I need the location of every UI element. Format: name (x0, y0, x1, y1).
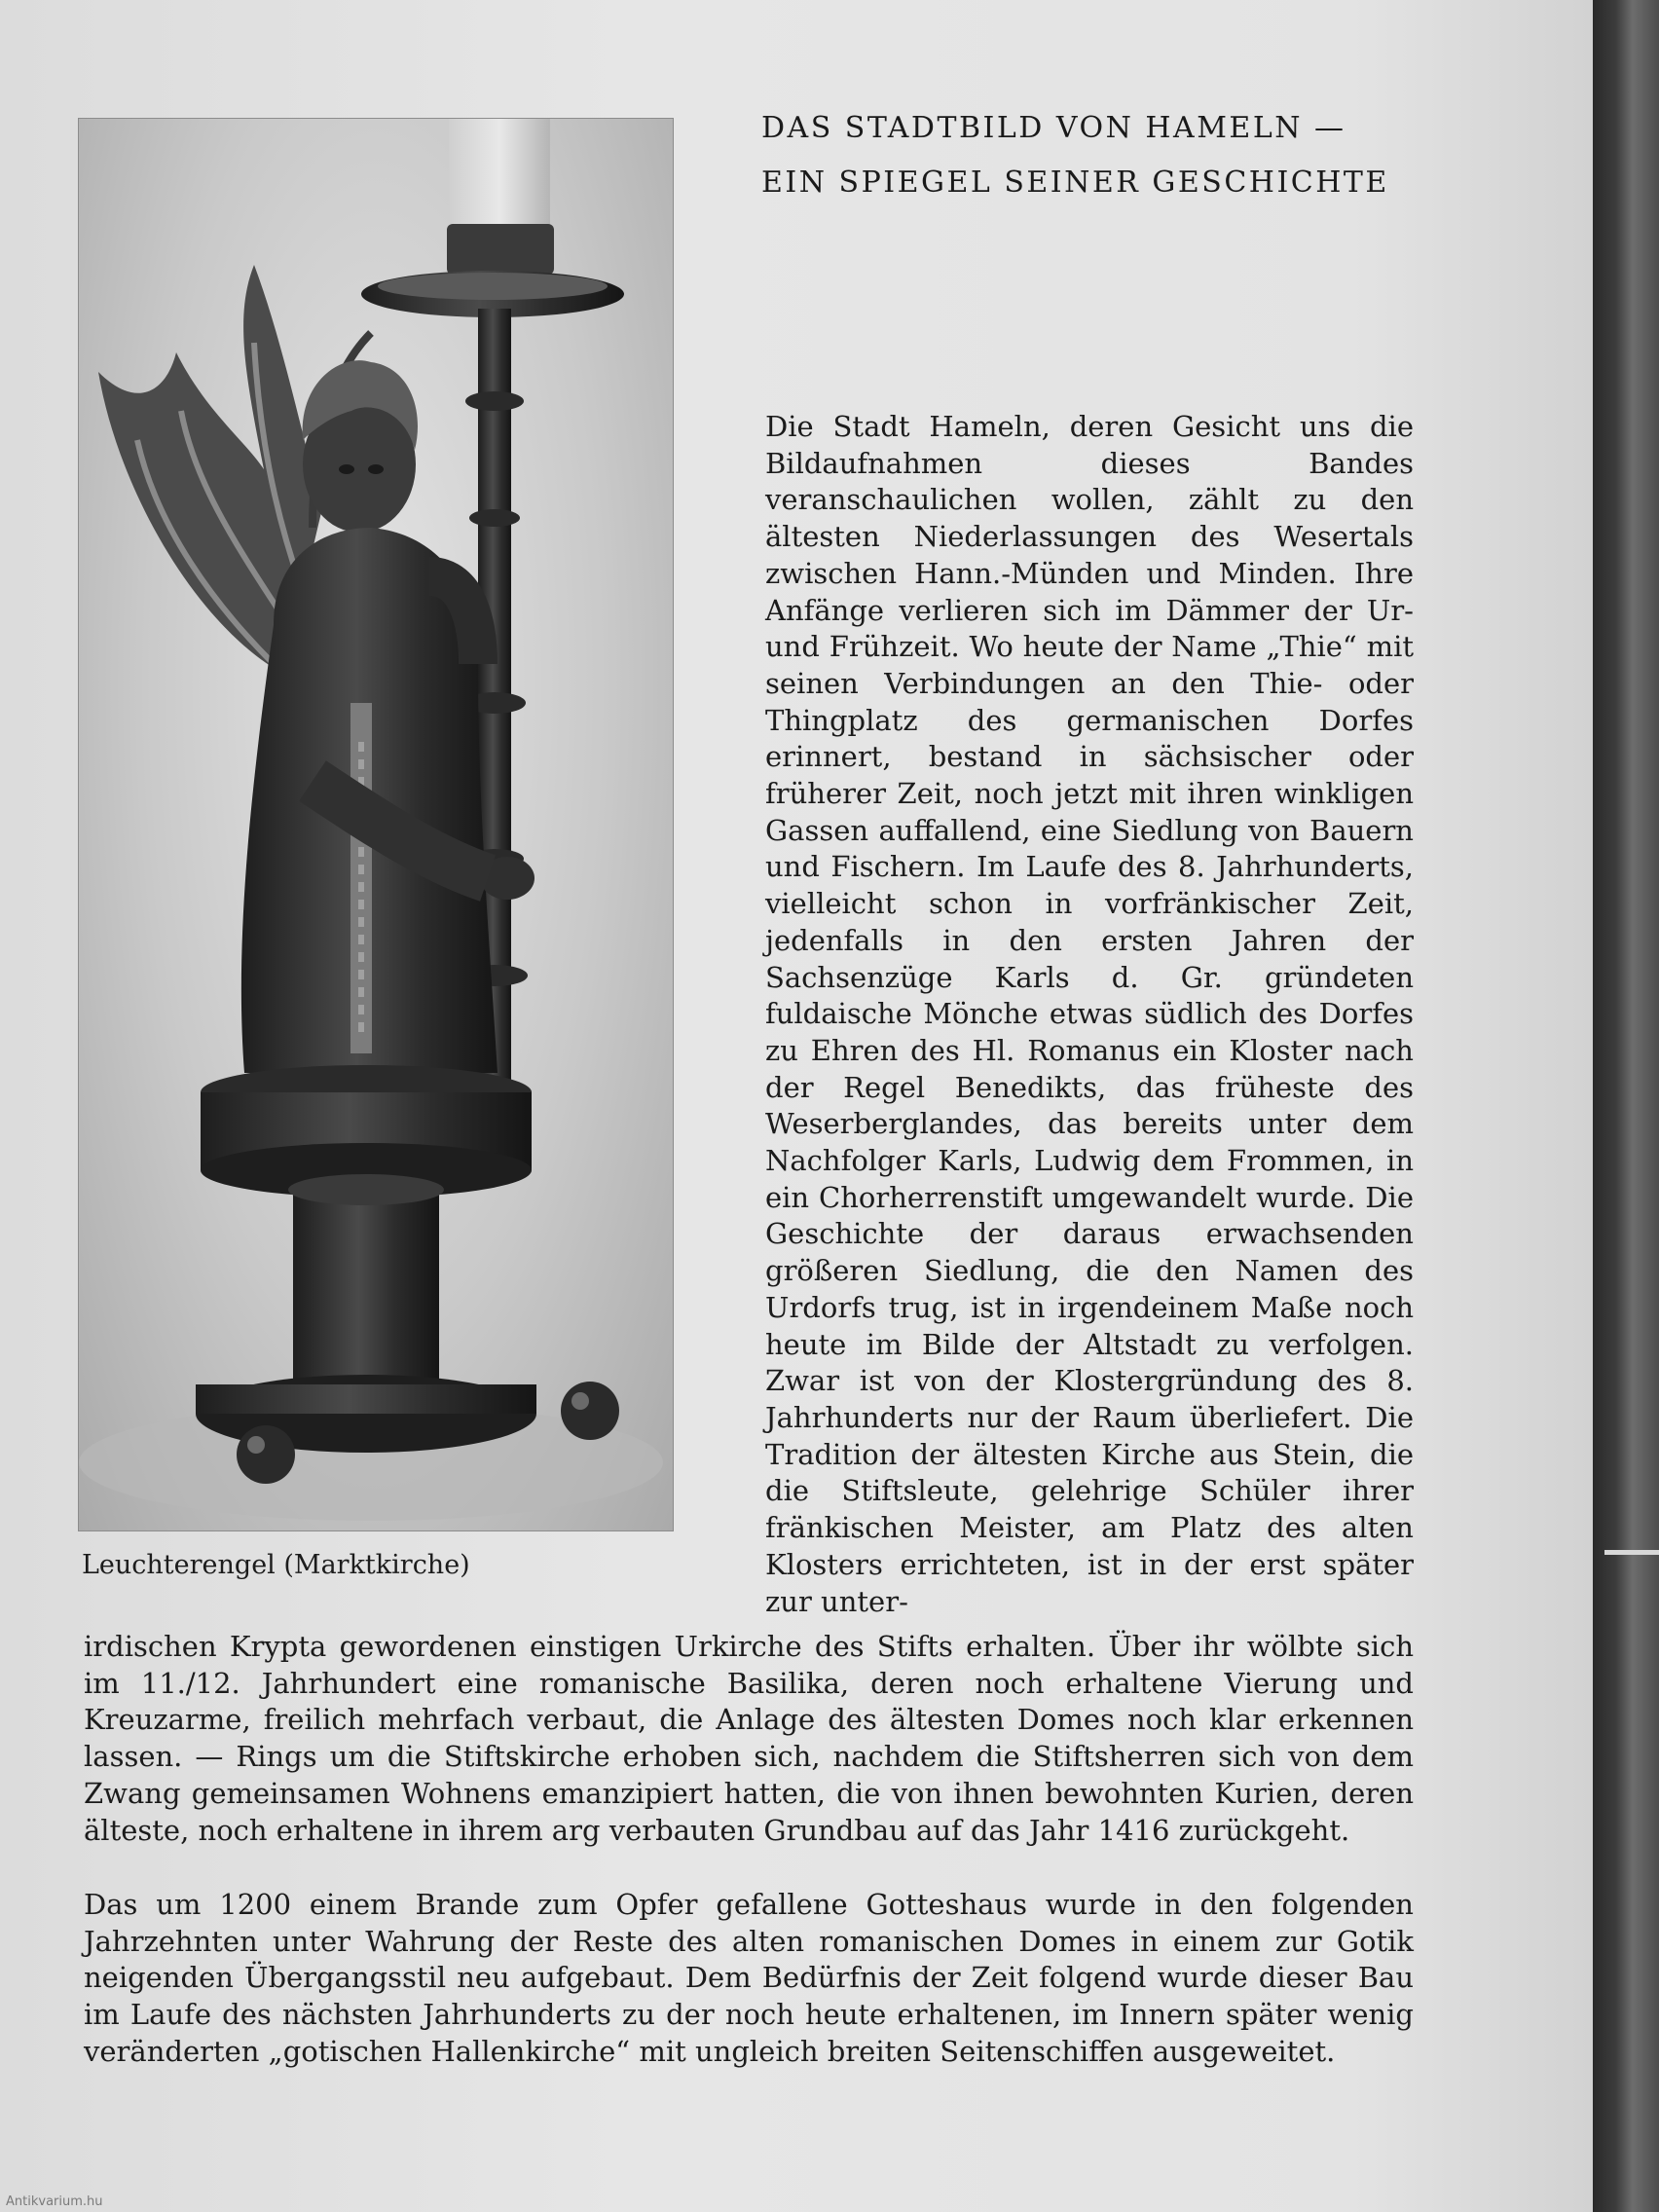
spine-marker (1604, 1550, 1659, 1555)
figure-caption: Leuchterengel (Marktkirche) (82, 1550, 470, 1580)
chapter-heading (761, 101, 1443, 210)
heading-line-2: EIN SPIEGEL SEINER GESCHICHTE (761, 166, 1389, 200)
full-width-paragraph: irdischen Krypta gewordenen einstigen Urkirche des Stifts erhalten. Über ihr wölbte sich im 11./12. Jahrhundert eine romanische Basilika, deren noch erhaltene Vierung und Kreuzarme, freilich mehrfach verbaut, die Anlage des ältesten Domes noch klar erkennen lassen. — Rings um die Stiftskirche erhoben sich, nachdem die Stiftsherren sich von dem Zwang gemeinsamen Wohnens emanzipiert hatten, die von ihnen bewohnten Kurien, deren älteste, noch erhaltene in ihrem arg verbauten Grundbau auf das Jahr 1416 zurückgeht. (84, 1630, 1414, 1847)
candlestick-angel-photo (78, 118, 674, 1531)
watermark: Antikvarium.hu (6, 2194, 103, 2209)
column-paragraph: Die Stadt Hameln, deren Gesicht uns die Bildaufnahmen dieses Bandes veranschaulichen wollen, zählt zu den ältesten Niederlassungen des Wesertals zwischen Hann.-Münden und Minden. Ihre Anfänge verlieren sich im Dämmer der Ur- und Frühzeit. Wo heute der Name „Thie“ mit seinen Verbindungen an den Thie- oder Thingplatz des germanischen Dorfes erinnert, bestand in sächsischer oder früherer Zeit, noch jetzt mit ihren winkligen Gassen auffallend, eine Siedlung von Bauern und Fischern. Im Laufe des 8. Jahrhunderts, vielleicht schon in vorfränkischer Zeit, jedenfalls in den ersten Jahren der Sachsenzüge Karls d. Gr. gründeten fuldaische Mönche etwas südlich des Dorfes zu Ehren des Hl. Romanus ein Kloster nach der Regel Benedikts, das früheste des Weserberglandes, das bereits unter dem Nachfolger Karls, Ludwig dem Frommen, in ein Chorherrenstift umgewandelt wurde. Die Geschichte der daraus erwachsenden größeren Siedlung, die den Namen des Urdorfs trug, ist in irgendeinem Maße noch heute im Bilde der Altstadt zu verfolgen. Zwar ist von der Klostergründung des 8. Jahrhunderts nur der Raum überliefert. Die Tradition der ältesten Kirche aus Stein, die die Stiftsleute, gelehrige Schüler ihrer fränkischen Meister, am Platz des alten Klosters errichteten, ist in der erst später zur unter- (765, 410, 1414, 1618)
book-spine-edge (1593, 0, 1659, 2212)
second-paragraph: Das um 1200 einem Brande zum Opfer gefallene Gotteshaus wurde in den folgenden Jahrzehnten unter Wahrung der Reste des alten romanischen Domes in einem zur Gotik neigenden Übergangsstil neu aufgebaut. Dem Bedürfnis der Zeit folgend wurde dieser Bau im Laufe des nächsten Jahrhunderts zu der noch heute erhaltenen, im Innern später wenig veränderten „gotischen Hallenkirche“ mit ungleich breiten Seitenschiffen ausgeweitet. (84, 1888, 1414, 2068)
heading-line-1: DAS STADTBILD VON HAMELN — (761, 111, 1346, 145)
angel-candlestick-illustration (79, 119, 673, 1530)
